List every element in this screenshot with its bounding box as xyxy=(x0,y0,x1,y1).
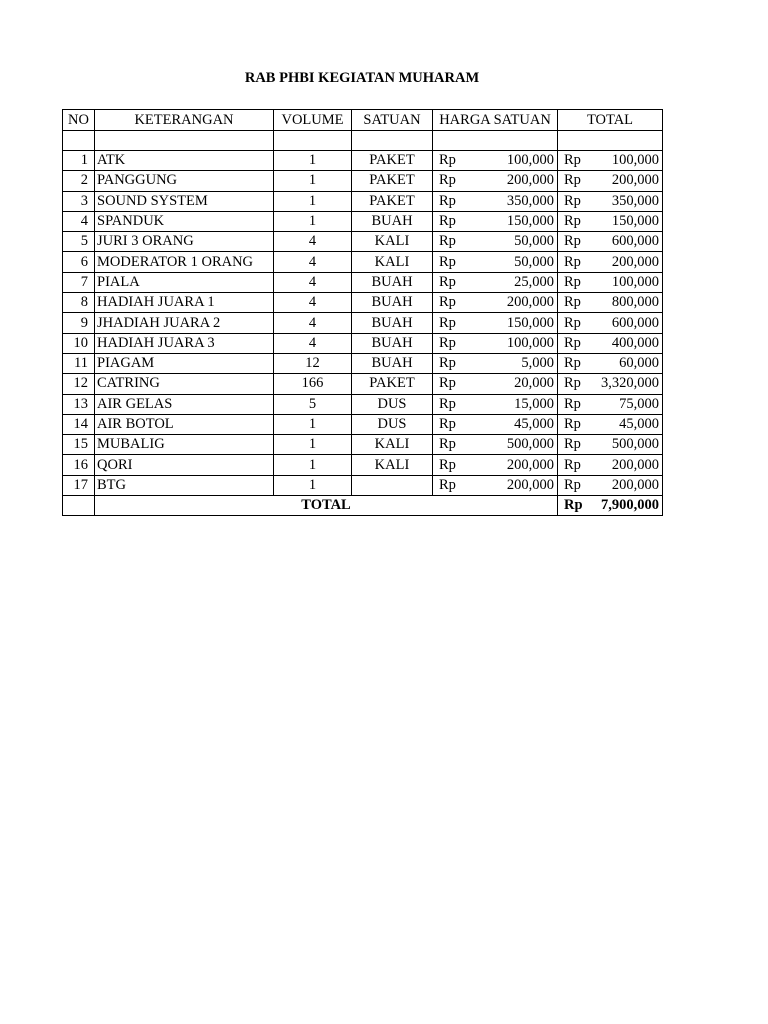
row-keterangan: PIALA xyxy=(95,272,274,292)
row-keterangan: HADIAH JUARA 1 xyxy=(95,293,274,313)
row-keterangan: PANGGUNG xyxy=(95,171,274,191)
blank-cell xyxy=(558,131,663,151)
currency-label: Rp xyxy=(439,253,456,270)
amount-value: 45,000 xyxy=(514,416,554,432)
row-satuan: BUAH xyxy=(352,272,433,292)
row-harga-satuan xyxy=(433,353,558,373)
row-volume: 1 xyxy=(274,151,352,171)
row-total xyxy=(558,374,663,394)
row-no: 3 xyxy=(63,191,95,211)
row-harga-satuan xyxy=(433,293,558,313)
row-harga-satuan xyxy=(433,151,558,171)
row-no: 14 xyxy=(63,414,95,434)
row-total xyxy=(558,293,663,313)
row-keterangan: HADIAH JUARA 3 xyxy=(95,333,274,353)
amount-value: 60,000 xyxy=(619,355,659,372)
row-keterangan: SPANDUK xyxy=(95,211,274,231)
currency-label: Rp xyxy=(439,233,456,250)
row-satuan: KALI xyxy=(352,435,433,455)
row-volume: 1 xyxy=(274,475,352,495)
table-blank-row xyxy=(63,131,663,151)
currency-label: Rp xyxy=(564,395,581,412)
row-volume: 12 xyxy=(274,353,352,373)
blank-cell xyxy=(274,131,352,151)
amount-value: 200,000 xyxy=(506,172,554,189)
amount-value: 75,000 xyxy=(619,395,659,412)
row-total xyxy=(558,252,663,272)
row-volume: 1 xyxy=(274,211,352,231)
row-total xyxy=(558,353,663,373)
blank-cell xyxy=(63,131,95,151)
row-satuan: PAKET xyxy=(352,171,433,191)
currency-label: Rp xyxy=(564,152,581,169)
header-keterangan: KETERANGAN xyxy=(95,110,274,131)
row-no: 7 xyxy=(63,272,95,292)
row-total xyxy=(558,333,663,353)
row-harga-satuan xyxy=(433,475,558,495)
amount-value: 800,000 xyxy=(611,294,659,311)
row-satuan: PAKET xyxy=(352,151,433,171)
row-volume: 4 xyxy=(274,313,352,333)
row-no: 4 xyxy=(63,211,95,231)
table-row xyxy=(63,414,663,434)
row-satuan: BUAH xyxy=(352,333,433,353)
budget-table-body xyxy=(63,110,663,496)
row-keterangan: BTG xyxy=(95,475,274,495)
row-keterangan: MODERATOR 1 ORANG xyxy=(95,252,274,272)
row-total xyxy=(558,414,663,434)
header-volume: VOLUME xyxy=(274,110,352,131)
amount-value: 200,000 xyxy=(506,456,554,473)
total-no-cell xyxy=(63,496,95,516)
amount-value: 150,000 xyxy=(506,314,554,331)
blank-cell xyxy=(95,131,274,151)
currency-label: Rp xyxy=(439,355,456,372)
row-total xyxy=(558,232,663,252)
row-volume: 4 xyxy=(274,272,352,292)
amount-value: 200,000 xyxy=(611,476,659,493)
amount-value: 600,000 xyxy=(611,314,659,331)
row-satuan: PAKET xyxy=(352,374,433,394)
currency-label: Rp xyxy=(439,273,456,290)
currency-label: Rp xyxy=(564,436,581,453)
table-row xyxy=(63,272,663,292)
currency-label: Rp xyxy=(564,456,581,473)
amount-value: 200,000 xyxy=(611,253,659,270)
row-volume: 1 xyxy=(274,435,352,455)
row-keterangan: CATRING xyxy=(95,374,274,394)
table-row xyxy=(63,455,663,475)
row-volume: 4 xyxy=(274,232,352,252)
row-volume: 5 xyxy=(274,394,352,414)
table-row xyxy=(63,313,663,333)
blank-cell xyxy=(352,131,433,151)
row-total xyxy=(558,211,663,231)
row-harga-satuan xyxy=(433,414,558,434)
amount-value: 200,000 xyxy=(611,456,659,473)
row-harga-satuan xyxy=(433,333,558,353)
amount-value: 100,000 xyxy=(611,273,659,290)
row-harga-satuan xyxy=(433,272,558,292)
amount-value: 100,000 xyxy=(506,152,554,169)
amount-value: 100,000 xyxy=(611,152,659,169)
currency-label: Rp xyxy=(439,172,456,189)
row-satuan: BUAH xyxy=(352,313,433,333)
row-satuan: BUAH xyxy=(352,211,433,231)
amount-value: 400,000 xyxy=(611,334,659,351)
currency-label: Rp xyxy=(564,213,581,230)
currency-label: Rp xyxy=(439,334,456,351)
row-keterangan: ATK xyxy=(95,151,274,171)
row-no: 11 xyxy=(63,353,95,373)
row-no: 6 xyxy=(63,252,95,272)
row-harga-satuan xyxy=(433,252,558,272)
currency-label: Rp xyxy=(439,476,456,493)
row-no: 15 xyxy=(63,435,95,455)
table-header-row xyxy=(63,110,663,131)
amount-value: 20,000 xyxy=(514,375,554,392)
row-volume: 1 xyxy=(274,171,352,191)
row-no: 2 xyxy=(63,171,95,191)
row-total xyxy=(558,151,663,171)
currency-label: Rp xyxy=(439,436,456,453)
row-no: 1 xyxy=(63,151,95,171)
amount-value: 200,000 xyxy=(506,476,554,493)
row-volume: 4 xyxy=(274,333,352,353)
row-no: 5 xyxy=(63,232,95,252)
row-satuan: DUS xyxy=(352,394,433,414)
header-total: TOTAL xyxy=(558,110,663,131)
currency-label: Rp xyxy=(439,314,456,331)
total-label: TOTAL xyxy=(95,496,558,516)
table-row xyxy=(63,211,663,231)
currency-label: Rp xyxy=(564,192,581,209)
row-no: 9 xyxy=(63,313,95,333)
row-satuan: BUAH xyxy=(352,293,433,313)
row-harga-satuan xyxy=(433,211,558,231)
currency-label: Rp xyxy=(564,273,581,290)
row-volume: 1 xyxy=(274,414,352,434)
currency-label: Rp xyxy=(564,375,581,392)
row-keterangan: QORI xyxy=(95,455,274,475)
amount-value: 350,000 xyxy=(611,192,659,209)
currency-label: Rp xyxy=(439,416,456,432)
row-no: 17 xyxy=(63,475,95,495)
amount-value: 15,000 xyxy=(514,395,554,412)
table-row xyxy=(63,232,663,252)
currency-label: Rp xyxy=(564,355,581,372)
row-harga-satuan xyxy=(433,191,558,211)
row-total xyxy=(558,475,663,495)
amount-value: 500,000 xyxy=(506,436,554,453)
row-total xyxy=(558,191,663,211)
amount-value: 5,000 xyxy=(521,355,554,372)
currency-label: Rp xyxy=(439,213,456,230)
row-volume: 1 xyxy=(274,191,352,211)
grand-total-cell xyxy=(558,496,663,516)
table-row xyxy=(63,252,663,272)
row-satuan: DUS xyxy=(352,414,433,434)
currency-label: Rp xyxy=(439,395,456,412)
amount-value: 350,000 xyxy=(506,192,554,209)
table-row xyxy=(63,191,663,211)
amount-value: 200,000 xyxy=(506,294,554,311)
table-row xyxy=(63,171,663,191)
header-no: NO xyxy=(63,110,95,131)
currency-label: Rp xyxy=(439,192,456,209)
table-row xyxy=(63,394,663,414)
currency-label: Rp xyxy=(439,294,456,311)
table-row xyxy=(63,435,663,455)
row-satuan: KALI xyxy=(352,455,433,475)
row-keterangan: AIR GELAS xyxy=(95,394,274,414)
currency-label: Rp xyxy=(564,416,581,432)
row-volume: 1 xyxy=(274,455,352,475)
amount-value: 150,000 xyxy=(611,213,659,230)
table-row xyxy=(63,353,663,373)
row-keterangan: AIR BOTOL xyxy=(95,414,274,434)
document-title: RAB PHBI KEGIATAN MUHARAM xyxy=(244,70,480,86)
row-volume: 4 xyxy=(274,252,352,272)
row-total xyxy=(558,394,663,414)
currency-label: Rp xyxy=(564,253,581,270)
row-volume: 166 xyxy=(274,374,352,394)
row-no: 12 xyxy=(63,374,95,394)
row-keterangan: MUBALIG xyxy=(95,435,274,455)
currency-label: Rp xyxy=(564,294,581,311)
header-satuan: SATUAN xyxy=(352,110,433,131)
amount-value: 50,000 xyxy=(514,233,554,250)
currency-label: Rp xyxy=(564,233,581,250)
table-row xyxy=(63,374,663,394)
currency-label: Rp xyxy=(439,152,456,169)
amount-value: 200,000 xyxy=(611,172,659,189)
table-row xyxy=(63,151,663,171)
row-harga-satuan xyxy=(433,313,558,333)
row-harga-satuan xyxy=(433,394,558,414)
currency-label: Rp xyxy=(564,334,581,351)
table-row xyxy=(63,293,663,313)
amount-value: 50,000 xyxy=(514,253,554,270)
grand-total-currency: Rp xyxy=(564,497,583,514)
amount-value: 45,000 xyxy=(619,416,659,432)
row-no: 10 xyxy=(63,333,95,353)
currency-label: Rp xyxy=(564,476,581,493)
amount-value: 3,320,000 xyxy=(601,375,659,392)
row-harga-satuan xyxy=(433,455,558,475)
budget-table xyxy=(62,109,663,516)
row-harga-satuan xyxy=(433,171,558,191)
row-keterangan: SOUND SYSTEM xyxy=(95,191,274,211)
row-keterangan: PIAGAM xyxy=(95,353,274,373)
row-keterangan: JHADIAH JUARA 2 xyxy=(95,313,274,333)
table-row xyxy=(63,475,663,495)
row-total xyxy=(558,272,663,292)
row-no: 13 xyxy=(63,394,95,414)
grand-total-value: 7,900,000 xyxy=(601,497,659,514)
amount-value: 600,000 xyxy=(611,233,659,250)
row-keterangan: JURI 3 ORANG xyxy=(95,232,274,252)
blank-cell xyxy=(433,131,558,151)
table-total-row xyxy=(63,496,663,516)
row-volume: 4 xyxy=(274,293,352,313)
row-total xyxy=(558,313,663,333)
row-satuan: PAKET xyxy=(352,191,433,211)
header-harga-satuan: HARGA SATUAN xyxy=(433,110,558,131)
table-row xyxy=(63,333,663,353)
row-harga-satuan xyxy=(433,435,558,455)
amount-value: 100,000 xyxy=(506,334,554,351)
row-satuan: KALI xyxy=(352,232,433,252)
row-satuan: KALI xyxy=(352,252,433,272)
row-harga-satuan xyxy=(433,374,558,394)
row-no: 8 xyxy=(63,293,95,313)
row-total xyxy=(558,435,663,455)
amount-value: 25,000 xyxy=(514,273,554,290)
currency-label: Rp xyxy=(564,172,581,189)
row-total xyxy=(558,455,663,475)
row-satuan xyxy=(352,475,433,495)
row-harga-satuan xyxy=(433,232,558,252)
currency-label: Rp xyxy=(564,314,581,331)
row-no: 16 xyxy=(63,455,95,475)
amount-value: 150,000 xyxy=(506,213,554,230)
currency-label: Rp xyxy=(439,456,456,473)
amount-value: 500,000 xyxy=(611,436,659,453)
currency-label: Rp xyxy=(439,375,456,392)
row-total xyxy=(558,171,663,191)
row-satuan: BUAH xyxy=(352,353,433,373)
